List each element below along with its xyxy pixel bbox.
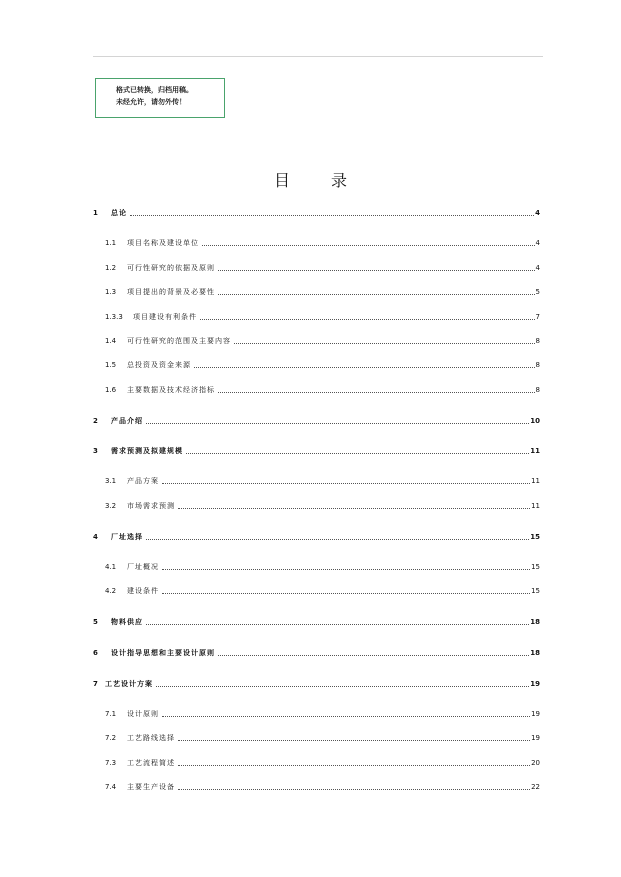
- toc-entry[interactable]: [105, 782, 540, 792]
- toc-entry[interactable]: [105, 385, 540, 395]
- toc-leader-dots: [194, 366, 535, 368]
- toc-leader-dots: [178, 788, 530, 790]
- toc-entry-number: 7.4: [105, 783, 117, 791]
- toc-entry-label: 厂址选择: [111, 533, 143, 541]
- toc-entry[interactable]: [93, 648, 540, 658]
- toc-entry[interactable]: [105, 476, 540, 486]
- archive-notice-box: [95, 78, 225, 118]
- header-rule: [93, 56, 543, 57]
- toc-entry[interactable]: [93, 208, 540, 218]
- toc-entry-label: 产品方案: [127, 477, 159, 485]
- toc-entry-label: 产品介绍: [111, 417, 143, 425]
- toc-entry-label: 可行性研究的依据及原则: [127, 264, 215, 272]
- toc-entry-page: 4: [535, 209, 540, 217]
- toc-entry-page: 7: [535, 313, 540, 321]
- toc-entry-page: 20: [531, 759, 540, 767]
- toc-entry-label: 总投资及资金来源: [127, 361, 191, 369]
- toc-entry-label: 市场需求预测: [127, 502, 175, 510]
- toc-entry-number: 4.2: [105, 587, 117, 595]
- toc-entry-number: 3.1: [105, 477, 117, 485]
- toc-leader-dots: [178, 507, 530, 509]
- toc-entry-number: 1.1: [105, 239, 117, 247]
- toc-entry[interactable]: [105, 501, 540, 511]
- toc-entry[interactable]: [105, 336, 540, 346]
- toc-entry[interactable]: [105, 586, 540, 596]
- notice-line-1: 格式已转换，归档用稿。: [116, 86, 193, 94]
- toc-entry-page: 22: [531, 783, 540, 791]
- toc-entry-label: 主要生产设备: [127, 783, 175, 791]
- toc-entry-label: 工艺路线选择: [127, 734, 175, 742]
- toc-entry-label: 项目建设有利条件: [133, 313, 197, 321]
- toc-entry-page: 4: [535, 264, 540, 272]
- toc-leader-dots: [162, 568, 530, 570]
- toc-leader-dots: [202, 244, 535, 246]
- toc-entry-number: 4: [93, 533, 98, 541]
- toc-leader-dots: [218, 269, 535, 271]
- toc-entry-page: 15: [531, 563, 540, 571]
- toc-entry-page: 11: [531, 502, 540, 510]
- toc-entry[interactable]: [105, 562, 540, 572]
- toc-entry-label: 主要数据及技术经济指标: [127, 386, 215, 394]
- toc-entry-page: 19: [531, 710, 540, 718]
- toc-entry-number: 1.4: [105, 337, 117, 345]
- toc-entry-page: 10: [530, 417, 540, 425]
- toc-entry[interactable]: [93, 532, 540, 542]
- toc-entry-label: 需求预测及拟建规模: [111, 447, 183, 455]
- toc-entry-number: 7.2: [105, 734, 117, 742]
- toc-entry[interactable]: [105, 709, 540, 719]
- toc-entry-page: 5: [535, 288, 540, 296]
- toc-entry-number: 1.2: [105, 264, 117, 272]
- toc-entry-number: 1: [93, 209, 98, 217]
- toc-entry[interactable]: [105, 758, 540, 768]
- toc-entry-label: 总论: [111, 209, 127, 217]
- toc-entry-page: 11: [530, 447, 540, 455]
- toc-entry[interactable]: [105, 733, 540, 743]
- toc-leader-dots: [162, 482, 530, 484]
- toc-entry-number: 1.5: [105, 361, 117, 369]
- toc-title: 目 录: [273, 171, 366, 190]
- toc-leader-dots: [146, 623, 529, 625]
- toc-entry-page: 15: [531, 587, 540, 595]
- toc-leader-dots: [218, 293, 535, 295]
- toc-leader-dots: [234, 342, 535, 344]
- toc-entry-page: 15: [530, 533, 540, 541]
- toc-leader-dots: [146, 538, 529, 540]
- toc-entry-page: 18: [530, 618, 540, 626]
- toc-entry-label: 物料供应: [111, 618, 143, 626]
- toc-entry-page: 11: [531, 477, 540, 485]
- toc-entry-label: 工艺设计方案: [105, 680, 153, 688]
- toc-entry[interactable]: [105, 287, 540, 297]
- toc-entry-label: 工艺流程简述: [127, 759, 175, 767]
- toc-leader-dots: [178, 764, 530, 766]
- toc-entry-number: 5: [93, 618, 98, 626]
- toc-entry-number: 1.6: [105, 386, 117, 394]
- toc-entry-page: 8: [535, 361, 540, 369]
- toc-entry-number: 3: [93, 447, 98, 455]
- toc-leader-dots: [200, 318, 535, 320]
- notice-line-2: 未经允许，请勿外传！: [116, 98, 186, 106]
- toc-entry-number: 7.3: [105, 759, 117, 767]
- toc-entry-page: 18: [530, 649, 540, 657]
- toc-entry-label: 项目提出的背景及必要性: [127, 288, 215, 296]
- toc-entry-number: 6: [93, 649, 98, 657]
- toc-entry[interactable]: [93, 617, 540, 627]
- toc-leader-dots: [186, 452, 529, 454]
- toc-entry[interactable]: [105, 263, 540, 273]
- toc-entry-label: 建设条件: [127, 587, 159, 595]
- toc-entry[interactable]: [105, 312, 540, 322]
- toc-entry-label: 设计原则: [127, 710, 159, 718]
- toc-entry[interactable]: [105, 238, 540, 248]
- toc-entry-number: 4.1: [105, 563, 117, 571]
- toc-entry-number: 3.2: [105, 502, 117, 510]
- toc-entry-number: 1.3: [105, 288, 117, 296]
- toc-leader-dots: [162, 715, 530, 717]
- toc-entry-label: 可行性研究的范围及主要内容: [127, 337, 231, 345]
- toc-entry-number: 1.3.3: [105, 313, 123, 321]
- toc-leader-dots: [146, 422, 529, 424]
- toc-entry[interactable]: [105, 360, 540, 370]
- toc-entry-label: 厂址概况: [127, 563, 159, 571]
- toc-entry-number: 7.1: [105, 710, 117, 718]
- toc-entry-label: 项目名称及建设单位: [127, 239, 199, 247]
- toc-entry-label: 设计指导思想和主要设计原则: [111, 649, 215, 657]
- toc-entry[interactable]: [93, 446, 540, 456]
- toc-entry[interactable]: [93, 416, 540, 426]
- toc-entry-page: 19: [530, 680, 540, 688]
- toc-leader-dots: [218, 654, 529, 656]
- toc-leader-dots: [130, 214, 534, 216]
- toc-leader-dots: [218, 391, 535, 393]
- toc-entry-page: 8: [535, 337, 540, 345]
- toc-leader-dots: [178, 739, 530, 741]
- toc-entry-page: 4: [535, 239, 540, 247]
- toc-entry-number: 2: [93, 417, 98, 425]
- toc-leader-dots: [162, 592, 530, 594]
- toc-entry-page: 19: [531, 734, 540, 742]
- toc-entry-page: 8: [535, 386, 540, 394]
- toc-entry-number: 7: [93, 680, 98, 688]
- toc-leader-dots: [156, 685, 529, 687]
- toc-entry[interactable]: [93, 679, 540, 689]
